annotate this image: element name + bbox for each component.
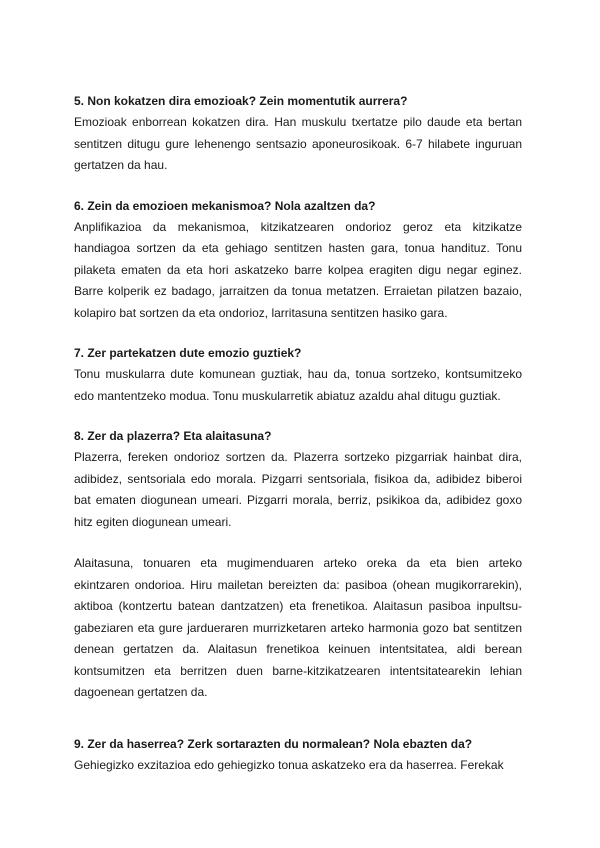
- answer-paragraph: Gehiegizko exzitazioa edo gehiegizko tonua askatzeko era da haserrea. Ferekak: [74, 757, 504, 772]
- answer-paragraph: Anplifikazioa da mekanismoa, kitzikatzearen ondorioz geroz eta kitzikatze handiagoa sortzen da eta gehiago sentitzen hasten gara, tonua handituz. Tonu pilaketa ematen da eta hori askatzeko barre kolpea eragiten digu negar eginez. Barre kolperik ez badago, jarraitzen da tonua metatzen. Erraietan pilatzen bazaio, kolapiro bat sortzen da eta ondorioz, larritasuna sentitzen hasiko gara.: [74, 219, 522, 320]
- section-5: [74, 91, 522, 177]
- answer-paragraph: Alaitasuna, tonuaren eta mugimenduaren arteko oreka da eta bien arteko ekintzaren ondorioa. Hiru mailetan bereizten da: pasiboa (ohean mugikorrarekin), aktiboa (kontzertu batean dantzatzen) eta frenetikoa. Alaitasun pasiboa inpultsu-gabeziaren eta gure jardueraren murrizketaren arteko harmonia gozo bat sentitzen denean gertatzen da. Alaitasun frenetikoa keinuen intentsitatea, aldi berean kontsumitzen eta berritzen duen barne-kitzikatzearen intentsitatearekin lehian dagoenean gertatzen da.: [74, 556, 522, 699]
- section-6: [74, 196, 522, 325]
- answer-paragraph: Tonu muskularra dute komunean guztiak, hau da, tonua sortzeko, kontsumitzeko edo mantentzeko modua. Tonu muskularretik abiatuz azaldu ahal ditugu guztiak.: [74, 367, 522, 403]
- answer-paragraph: Emozioak enborrean kokatzen dira. Han muskulu txertatze pilo daude eta bertan sentitzen ditugu gure lehenengo sentsazio aponeurosikoak. 6-7 hilabete inguruan gertatzen da hau.: [74, 115, 522, 172]
- document-page: [74, 91, 522, 795]
- section-7: [74, 343, 522, 407]
- question-heading: 7. Zer partekatzen dute emozio guztiek?: [74, 346, 302, 360]
- question-heading: 9. Zer da haserrea? Zerk sortarazten du normalean? Nola ebazten da?: [74, 736, 473, 751]
- question-heading: 6. Zein da emozioen mekanismoa? Nola azaltzen da?: [74, 198, 376, 213]
- question-heading: 5. Non kokatzen dira emozioak? Zein momentutik aurrera?: [74, 94, 408, 108]
- answer-paragraph: Plazerra, fereken ondorioz sortzen da. Plazerra sortzeko pizgarriak hainbat dira, adibidez, sentsoriala edo morala. Pizgarri sentsoriala, fisikoa da, adibidez biberoi bat ematen diogunean umeari. Pizgarri morala, berriz, psikikoa da, adibidez goxo hitz egiten diogunean umeari.: [74, 450, 522, 529]
- section-8: [74, 426, 522, 704]
- question-heading: 8. Zer da plazerra? Eta alaitasuna?: [74, 429, 272, 443]
- section-9: [74, 734, 522, 777]
